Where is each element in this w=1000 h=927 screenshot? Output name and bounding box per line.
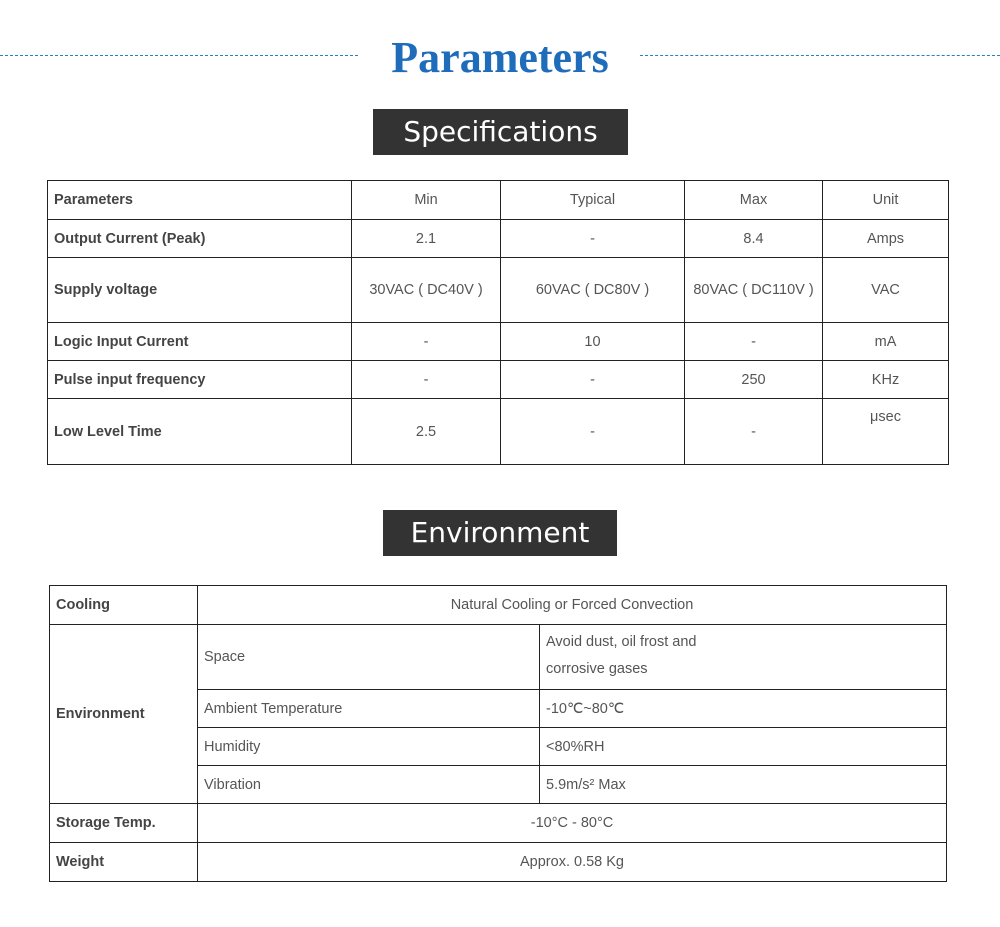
row-max: 8.4	[685, 220, 823, 258]
row-unit: Amps	[823, 220, 949, 258]
weight-value: Approx. 0.58 Kg	[198, 843, 947, 882]
table-row	[50, 843, 947, 882]
specifications-table	[47, 180, 949, 465]
row-min: 2.5	[352, 399, 501, 465]
row-unit: KHz	[823, 361, 949, 399]
environment-label: Environment	[50, 625, 198, 804]
storage-temp-label: Storage Temp.	[50, 804, 198, 843]
space-value-line1: Avoid dust, oil frost and	[546, 633, 697, 650]
space-value-line2: corrosive gases	[546, 660, 648, 677]
environment-banner: Environment	[383, 510, 617, 556]
row-typical: -	[501, 399, 685, 465]
row-typical: -	[501, 361, 685, 399]
table-header-row	[48, 181, 949, 220]
ambient-temperature-value: -10℃~80℃	[540, 690, 947, 728]
weight-label: Weight	[50, 843, 198, 882]
row-name: Logic Input Current	[48, 323, 352, 361]
title-divider-right	[640, 55, 1000, 56]
cooling-value: Natural Cooling or Forced Convection	[198, 586, 947, 625]
vibration-label: Vibration	[198, 766, 540, 804]
header-unit: Unit	[823, 181, 949, 220]
row-min: 2.1	[352, 220, 501, 258]
storage-temp-value: -10°C - 80°C	[198, 804, 947, 843]
header-typical: Typical	[501, 181, 685, 220]
page-title: Parameters	[391, 33, 609, 82]
vibration-value: 5.9m/s² Max	[540, 766, 947, 804]
row-name: Output Current (Peak)	[48, 220, 352, 258]
table-row	[48, 220, 949, 258]
row-max: 80VAC ( DC110V )	[685, 258, 823, 323]
table-row	[50, 804, 947, 843]
specifications-banner: Specifications	[373, 109, 628, 155]
row-typical: -	[501, 220, 685, 258]
title-row	[0, 30, 1000, 86]
row-min: 30VAC ( DC40V )	[352, 258, 501, 323]
row-max: 250	[685, 361, 823, 399]
environment-table	[49, 585, 947, 882]
humidity-label: Humidity	[198, 728, 540, 766]
header-max: Max	[685, 181, 823, 220]
table-row	[50, 586, 947, 625]
header-min: Min	[352, 181, 501, 220]
humidity-value: <80%RH	[540, 728, 947, 766]
table-row	[48, 361, 949, 399]
table-row	[48, 323, 949, 361]
row-min: -	[352, 361, 501, 399]
row-max: -	[685, 323, 823, 361]
row-min: -	[352, 323, 501, 361]
row-max: -	[685, 399, 823, 465]
row-name: Supply voltage	[48, 258, 352, 323]
row-unit: μsec	[823, 399, 949, 465]
ambient-temperature-label: Ambient Temperature	[198, 690, 540, 728]
table-row	[48, 258, 949, 323]
row-name: Pulse input frequency	[48, 361, 352, 399]
cooling-label: Cooling	[50, 586, 198, 625]
header-parameters: Parameters	[48, 181, 352, 220]
space-value	[540, 625, 947, 690]
row-typical: 10	[501, 323, 685, 361]
row-unit: VAC	[823, 258, 949, 323]
table-row	[50, 625, 947, 690]
table-row	[48, 399, 949, 465]
row-unit: mA	[823, 323, 949, 361]
row-name: Low Level Time	[48, 399, 352, 465]
space-label: Space	[198, 625, 540, 690]
row-typical: 60VAC ( DC80V )	[501, 258, 685, 323]
